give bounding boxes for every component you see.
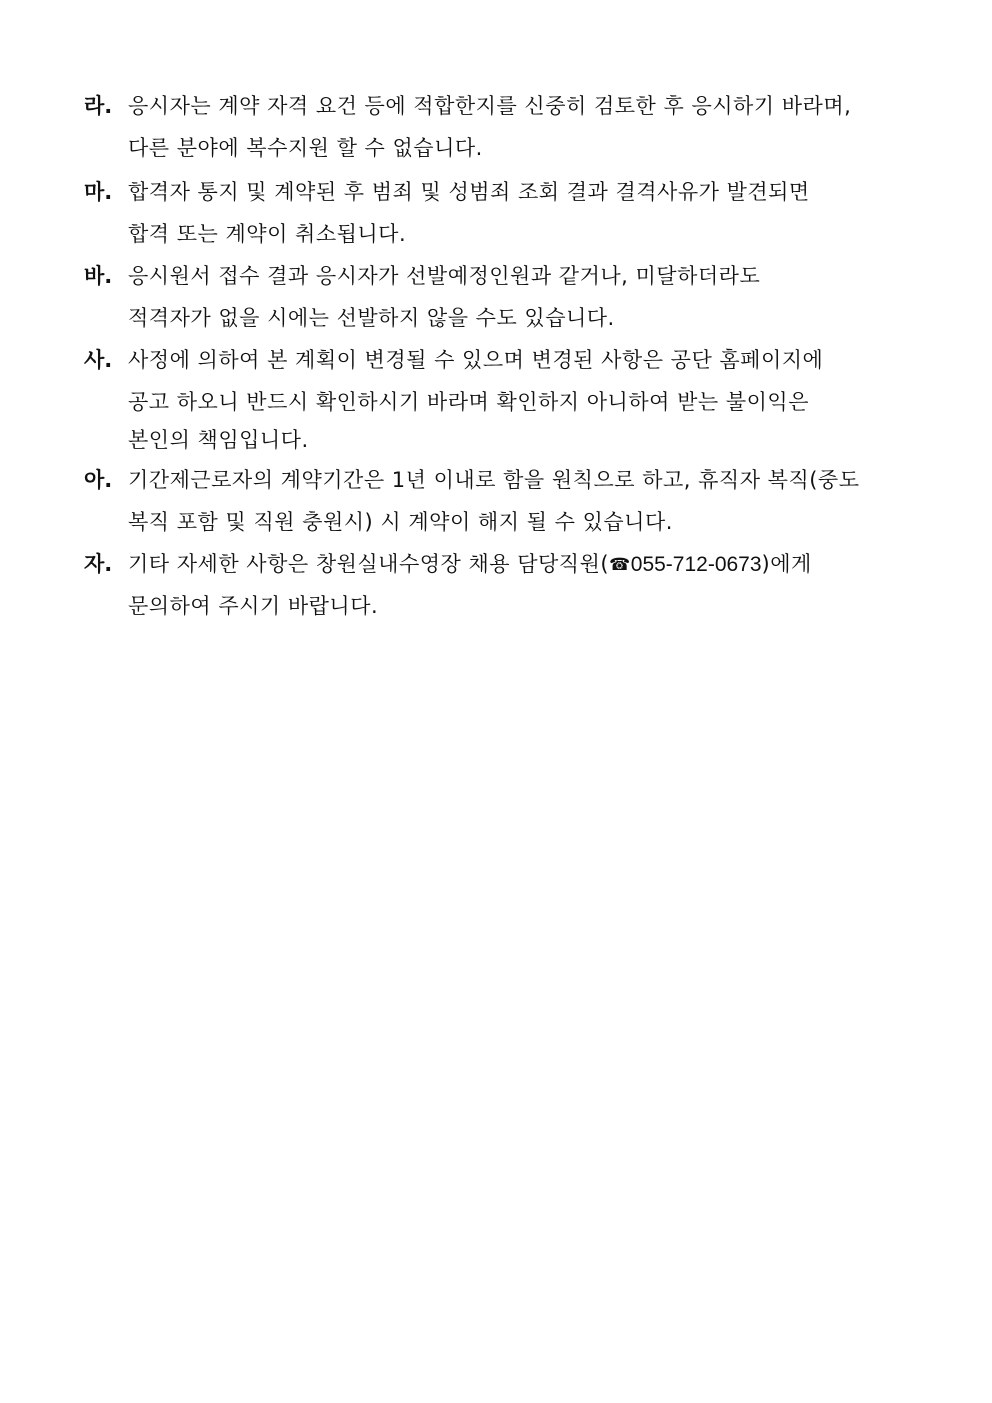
item-marker: 아. — [84, 468, 113, 492]
phone-number: 055-712-0673 — [630, 553, 762, 576]
item-text-line: 다른 분야에 복수지원 할 수 없습니다. — [128, 136, 483, 160]
item-text-line: 응시원서 접수 결과 응시자가 선발예정인원과 같거나, 미달하더라도 — [128, 264, 761, 288]
contact-text: 기타 자세한 사항은 창원실내수영장 채용 담당직원( — [128, 552, 610, 576]
item-marker: 자. — [84, 552, 113, 576]
phone-icon: ☎ — [609, 555, 631, 575]
item-text-line: 기간제근로자의 계약기간은 1년 이내로 함을 원칙으로 하고, 휴직자 복직(중도 — [128, 468, 860, 492]
item-marker: 마. — [84, 180, 113, 204]
item-text-line: 합격 또는 계약이 취소됩니다. — [128, 222, 407, 246]
item-text-line: 문의하여 주시기 바랍니다. — [128, 594, 379, 618]
item-text-line: 적격자가 없을 시에는 선발하지 않을 수도 있습니다. — [128, 306, 615, 330]
item-text-line: 본인의 책임입니다. — [128, 428, 309, 452]
item-text-line — [128, 550, 812, 579]
item-marker: 바. — [84, 264, 113, 288]
item-marker: 라. — [84, 94, 113, 118]
item-marker: 사. — [84, 348, 113, 372]
item-text-line: 응시자는 계약 자격 요건 등에 적합한지를 신중히 검토한 후 응시하기 바라며, — [128, 94, 852, 118]
item-text-line: 사정에 의하여 본 계획이 변경될 수 있으며 변경된 사항은 공단 홈페이지에 — [128, 348, 824, 372]
item-text-line: 복직 포함 및 직원 충원시) 시 계약이 해지 될 수 있습니다. — [128, 510, 673, 534]
item-text-line: 합격자 통지 및 계약된 후 범죄 및 성범죄 조회 결과 결격사유가 발견되면 — [128, 180, 810, 204]
contact-text-suffix: )에게 — [761, 552, 812, 576]
item-text-line: 공고 하오니 반드시 확인하시기 바라며 확인하지 아니하여 받는 불이익은 — [128, 390, 809, 414]
